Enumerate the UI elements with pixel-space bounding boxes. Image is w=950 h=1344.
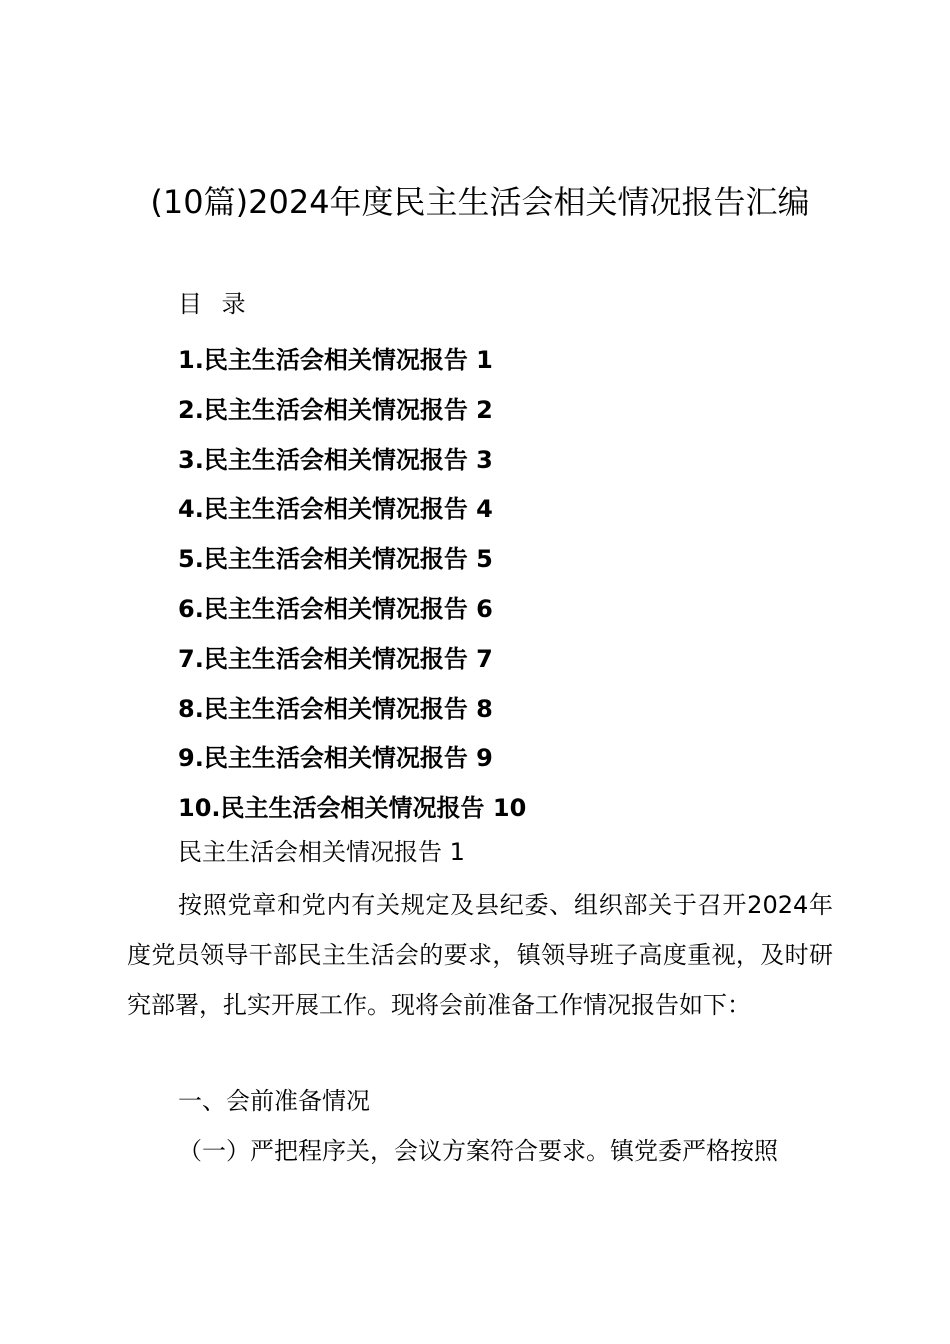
- toc-item[interactable]: 8.民主生活会相关情况报告 8: [178, 694, 493, 723]
- toc-item[interactable]: 6.民主生活会相关情况报告 6: [178, 594, 493, 623]
- section-heading: 一、会前准备情况: [178, 1087, 370, 1115]
- toc-item[interactable]: 4.民主生活会相关情况报告 4: [178, 495, 493, 524]
- toc-item[interactable]: 9.民主生活会相关情况报告 9: [178, 744, 493, 773]
- toc-item[interactable]: 10.民主生活会相关情况报告 10: [178, 794, 527, 823]
- toc-heading: 目 录: [178, 290, 252, 318]
- toc-item[interactable]: 7.民主生活会相关情况报告 7: [178, 644, 493, 673]
- toc-item[interactable]: 1.民主生活会相关情况报告 1: [178, 346, 493, 374]
- section-title: 民主生活会相关情况报告 1: [178, 838, 465, 866]
- toc-item[interactable]: 5.民主生活会相关情况报告 5: [178, 545, 493, 574]
- intro-paragraph: 按照党章和党内有关规定及县纪委、组织部关于召开2024年度党员领导干部民主生活会的要求，镇领导班子高度重视，及时研究部署，扎实开展工作。现将会前准备工作情况报告如下：: [127, 891, 833, 1019]
- table-of-contents: [178, 336, 526, 834]
- toc-item[interactable]: 3.民主生活会相关情况报告 3: [178, 445, 493, 474]
- body-paragraph: （一）严把程序关，会议方案符合要求。镇党委严格按照: [178, 1137, 778, 1165]
- toc-item[interactable]: 2.民主生活会相关情况报告 2: [178, 395, 493, 424]
- document-title: (10篇)2024年度民主生活会相关情况报告汇编: [150, 183, 810, 221]
